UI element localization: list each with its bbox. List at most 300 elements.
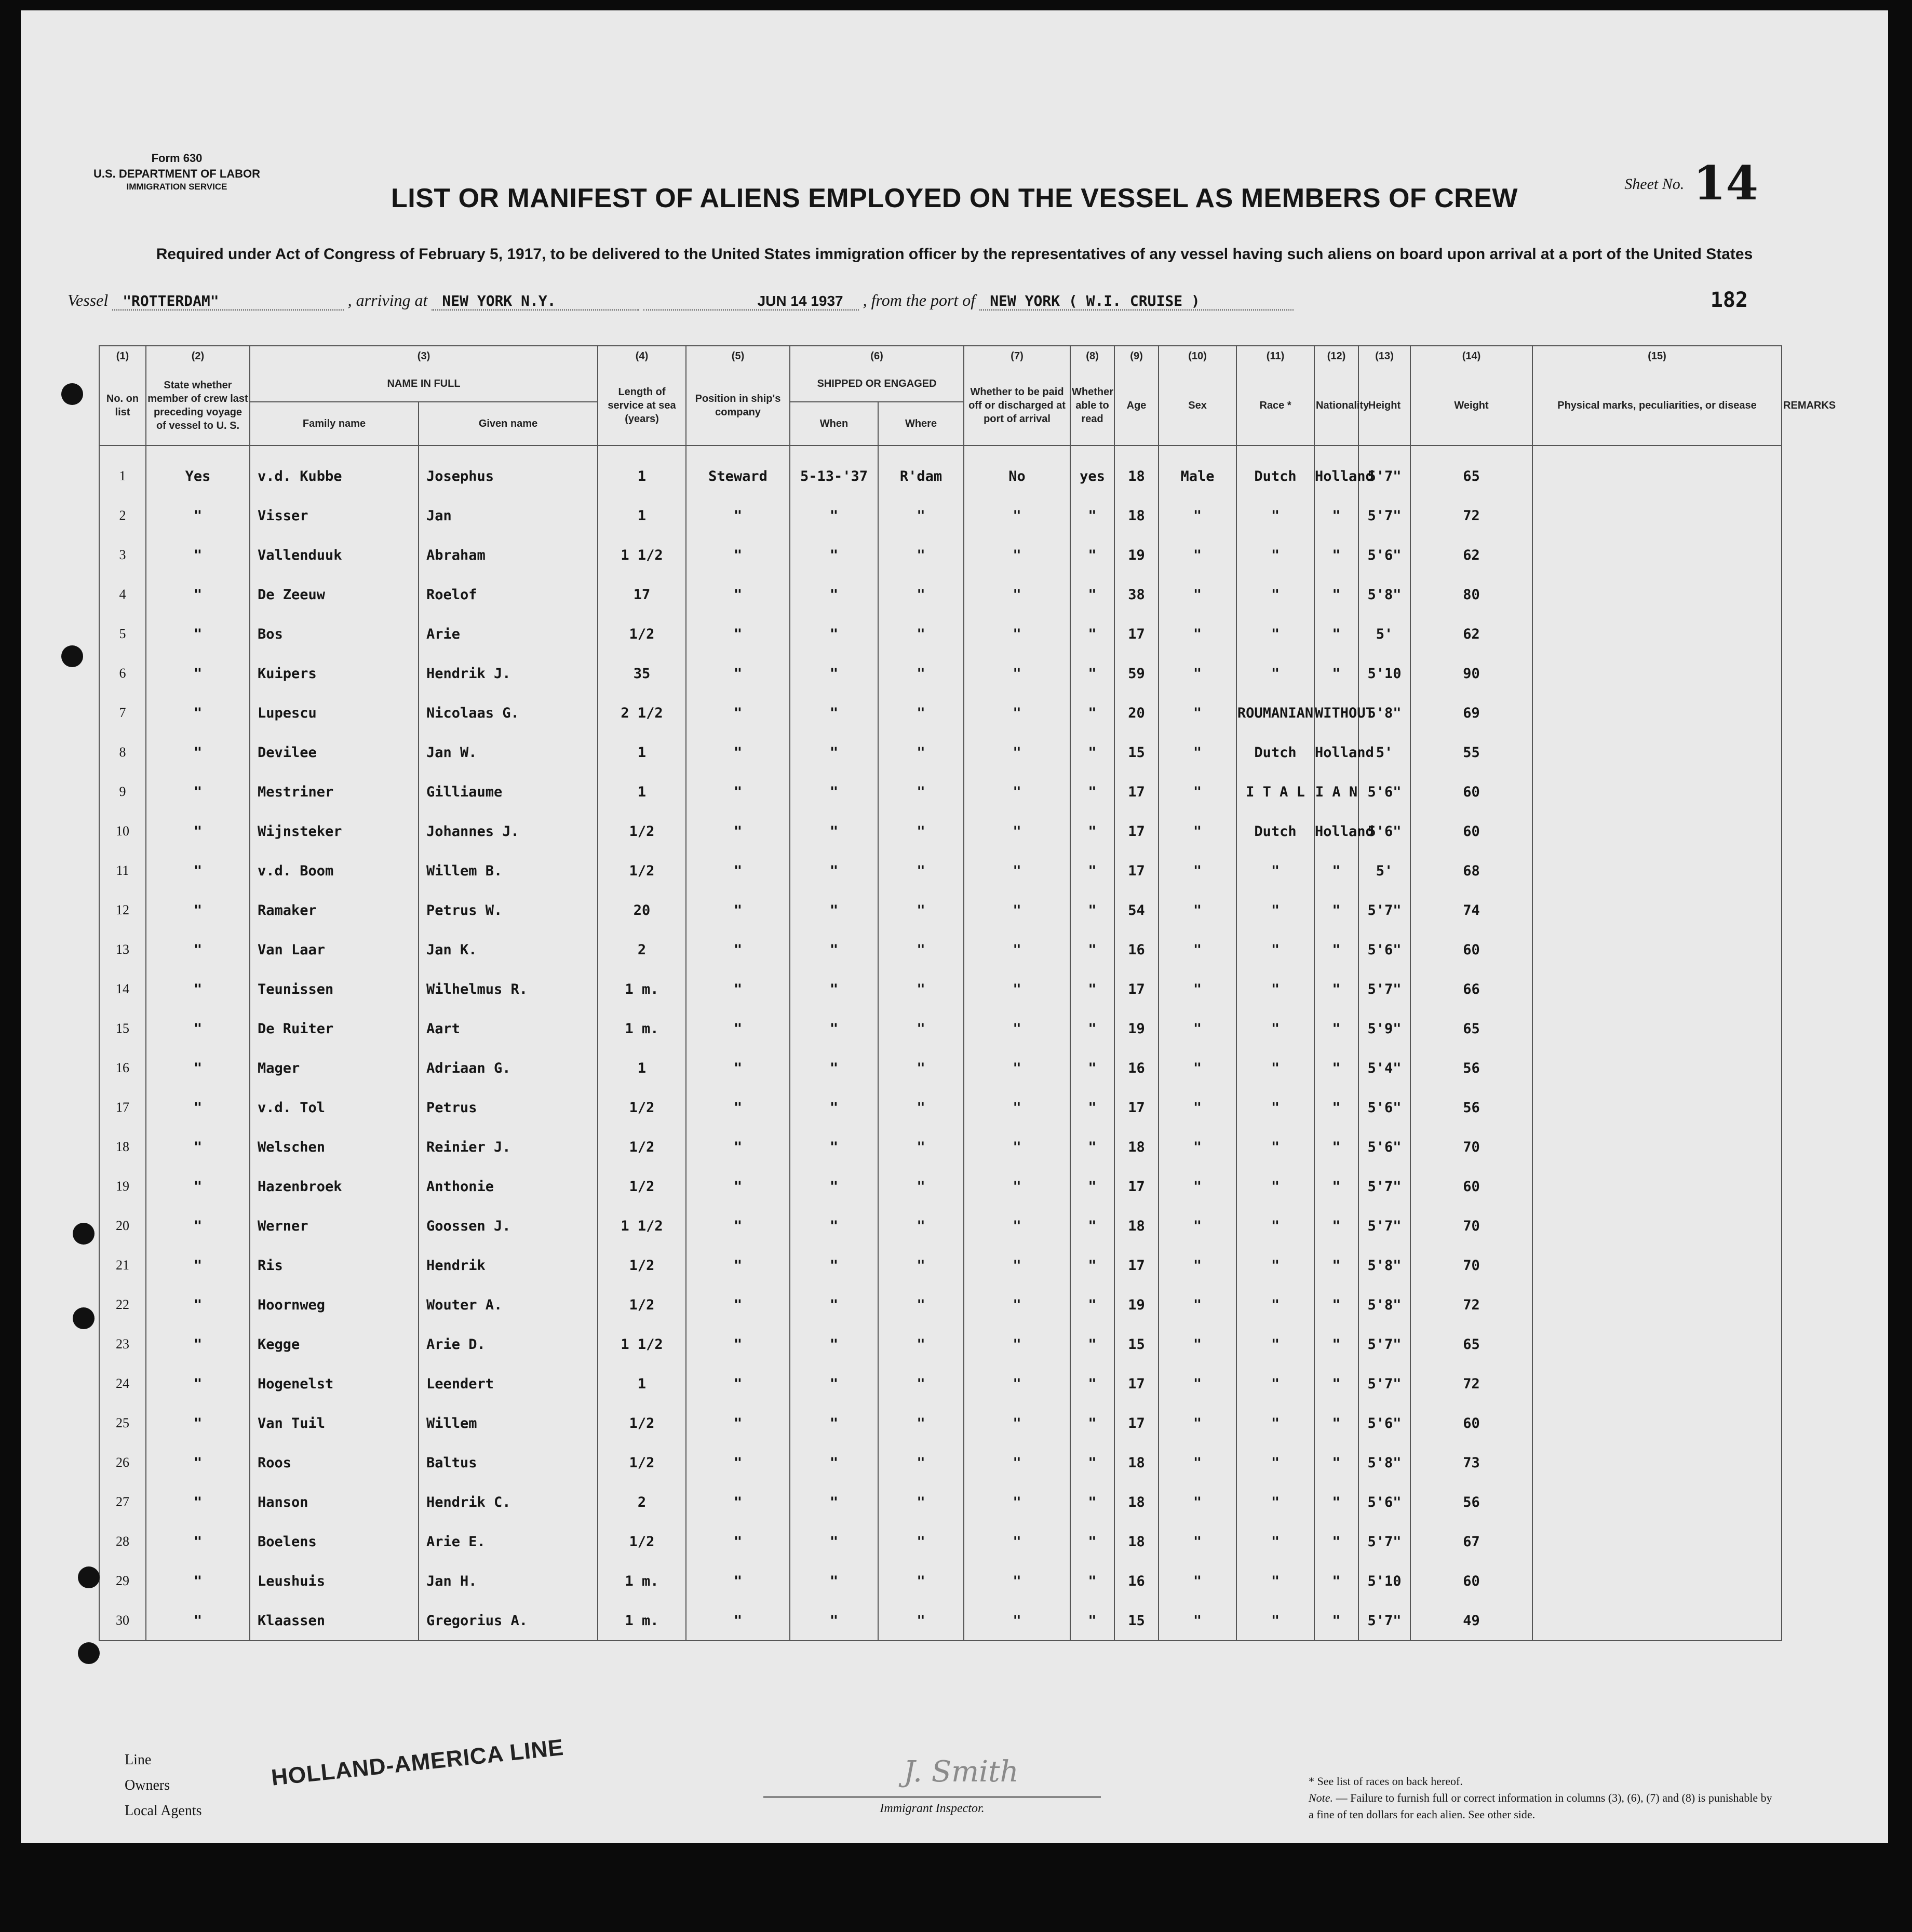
sex-cell: " [1159,1285,1236,1325]
age-cell: 59 [1114,654,1159,693]
where-cell: " [878,1167,964,1206]
where-cell: " [878,1009,964,1048]
last-voyage-cell: " [146,535,250,575]
family-name-cell: Welschen [250,1127,419,1167]
when-cell: " [790,1482,878,1522]
col-no-on-list: No. on list [99,366,146,445]
physical-marks-cell [1532,1443,1782,1482]
service-cell: 35 [598,654,686,693]
read-cell: " [1070,1522,1114,1561]
when-cell: " [790,890,878,930]
service-cell: 1/2 [598,1088,686,1127]
col-num-7: (7) [964,346,1070,366]
position-cell: " [686,535,790,575]
paid-off-cell: " [964,1403,1070,1443]
service-cell: 1 [598,733,686,772]
height-cell: 5'4" [1358,1048,1410,1088]
nationality-cell: " [1314,1167,1358,1206]
last-voyage-cell: " [146,1403,250,1443]
row-number: 3 [99,535,146,575]
col-num-5: (5) [686,346,790,366]
col-num-13: (13) [1358,346,1410,366]
where-cell: " [878,535,964,575]
line-label: Line [125,1752,152,1768]
given-name-cell: Leendert [419,1364,598,1403]
family-name-cell: Visser [250,496,419,535]
when-cell: " [790,654,878,693]
age-cell: 16 [1114,1561,1159,1601]
last-voyage-cell: " [146,693,250,733]
family-name-cell: v.d. Kubbe [250,445,419,496]
nationality-cell: " [1314,1482,1358,1522]
where-cell: " [878,1482,964,1522]
position-cell: " [686,1167,790,1206]
age-cell: 17 [1114,969,1159,1009]
nationality-cell: " [1314,575,1358,614]
age-cell: 19 [1114,1009,1159,1048]
nationality-cell: " [1314,890,1358,930]
service-cell: 1 1/2 [598,1325,686,1364]
when-cell: " [790,772,878,812]
crew-table [99,345,1836,1641]
sex-cell: " [1159,969,1236,1009]
col-race: Race * [1236,366,1314,445]
service-cell: 1/2 [598,851,686,890]
weight-cell: 55 [1410,733,1532,772]
table-row [99,1601,1782,1641]
nationality-cell: Holland [1314,733,1358,772]
paid-off-cell: " [964,1246,1070,1285]
height-cell: 5'7" [1358,1206,1410,1246]
paid-off-cell: " [964,654,1070,693]
table-row [99,496,1782,535]
race-cell: " [1236,496,1314,535]
physical-marks-cell [1532,654,1782,693]
family-name-cell: Hogenelst [250,1364,419,1403]
sheet-number: 14 [1693,156,1758,211]
table-row [99,1048,1782,1088]
when-cell: " [790,496,878,535]
table-row [99,851,1782,890]
col-when: When [790,402,878,445]
physical-marks-cell [1532,693,1782,733]
nationality-cell: " [1314,1009,1358,1048]
given-name-cell: Roelof [419,575,598,614]
row-number: 18 [99,1127,146,1167]
last-voyage-cell: " [146,1206,250,1246]
weight-cell: 60 [1410,930,1532,969]
read-cell: " [1070,1601,1114,1641]
height-cell: 5' [1358,733,1410,772]
from-label: , from the port of [863,291,976,309]
last-voyage-cell: " [146,1601,250,1641]
height-cell: 5' [1358,614,1410,654]
physical-marks-cell [1532,496,1782,535]
family-name-cell: Ramaker [250,890,419,930]
race-cell: " [1236,1325,1314,1364]
table-row [99,1522,1782,1561]
table-row [99,1561,1782,1601]
row-number: 16 [99,1048,146,1088]
row-number: 20 [99,1206,146,1246]
weight-cell: 60 [1410,772,1532,812]
family-name-cell: Werner [250,1206,419,1246]
weight-cell: 65 [1410,445,1532,496]
read-cell: " [1070,654,1114,693]
position-cell: " [686,575,790,614]
row-number: 19 [99,1167,146,1206]
sex-cell: " [1159,1364,1236,1403]
sex-cell: " [1159,851,1236,890]
row-number: 12 [99,890,146,930]
table-row [99,693,1782,733]
where-cell: " [878,890,964,930]
height-cell: 5'7" [1358,1522,1410,1561]
row-number: 17 [99,1088,146,1127]
inspector-label: Immigrant Inspector. [880,1802,985,1815]
service-cell: 1/2 [598,1443,686,1482]
col-num-10: (10) [1159,346,1236,366]
nationality-cell: " [1314,1246,1358,1285]
sex-cell: " [1159,812,1236,851]
physical-marks-cell [1532,445,1782,496]
service-cell: 1 1/2 [598,1206,686,1246]
age-cell: 54 [1114,890,1159,930]
physical-marks-cell [1532,575,1782,614]
race-cell: " [1236,1522,1314,1561]
given-name-cell: Hendrik [419,1246,598,1285]
read-cell: " [1070,890,1114,930]
read-cell: " [1070,969,1114,1009]
sex-cell: " [1159,930,1236,969]
table-row [99,733,1782,772]
where-cell: R'dam [878,445,964,496]
table-row [99,890,1782,930]
where-cell: " [878,654,964,693]
when-cell: " [790,851,878,890]
sex-cell: " [1159,890,1236,930]
weight-cell: 67 [1410,1522,1532,1561]
last-voyage-cell: " [146,1561,250,1601]
table-row [99,535,1782,575]
table-row [99,1246,1782,1285]
nationality-cell: " [1314,1325,1358,1364]
nationality-cell: WITHOUT [1314,693,1358,733]
table-row [99,1482,1782,1522]
service-cell: 1/2 [598,1522,686,1561]
read-cell: " [1070,1048,1114,1088]
where-cell: " [878,1522,964,1561]
race-cell: I T A L [1236,772,1314,812]
given-name-cell: Abraham [419,535,598,575]
weight-cell: 80 [1410,575,1532,614]
when-cell: " [790,1048,878,1088]
position-cell: " [686,733,790,772]
weight-cell: 70 [1410,1127,1532,1167]
physical-marks-cell [1532,1088,1782,1127]
col-num-12: (12) [1314,346,1358,366]
sex-cell: " [1159,1009,1236,1048]
footer-notes [1309,1773,1776,1823]
last-voyage-cell: " [146,1285,250,1325]
given-name-cell: Jan [419,496,598,535]
height-cell: 5'7" [1358,969,1410,1009]
read-cell: " [1070,614,1114,654]
paid-off-cell: " [964,1048,1070,1088]
table-row [99,1088,1782,1127]
height-cell: 5'8" [1358,575,1410,614]
table-row [99,445,1782,496]
table-row [99,654,1782,693]
weight-cell: 60 [1410,1561,1532,1601]
footer-labels [125,1747,202,1823]
service-cell: 17 [598,575,686,614]
given-name-cell: Goossen J. [419,1206,598,1246]
age-cell: 17 [1114,851,1159,890]
table-row [99,1403,1782,1443]
age-cell: 16 [1114,1048,1159,1088]
given-name-cell: Willem B. [419,851,598,890]
punch-hole [73,1307,95,1329]
when-cell: " [790,1443,878,1482]
family-name-cell: Bos [250,614,419,654]
sex-cell: " [1159,1048,1236,1088]
read-cell: " [1070,1009,1114,1048]
height-cell: 5'7" [1358,1167,1410,1206]
age-cell: 19 [1114,535,1159,575]
col-given-name: Given name [419,402,598,445]
given-name-cell: Gregorius A. [419,1601,598,1641]
table-row [99,1325,1782,1364]
physical-marks-cell [1532,1167,1782,1206]
weight-cell: 72 [1410,496,1532,535]
row-number: 29 [99,1561,146,1601]
sex-cell: " [1159,772,1236,812]
age-cell: 19 [1114,1285,1159,1325]
age-cell: 15 [1114,1601,1159,1641]
age-cell: 18 [1114,1482,1159,1522]
position-cell: " [686,1561,790,1601]
row-number: 9 [99,772,146,812]
read-cell: " [1070,1403,1114,1443]
when-cell: " [790,930,878,969]
row-number: 2 [99,496,146,535]
read-cell: " [1070,772,1114,812]
age-cell: 17 [1114,1364,1159,1403]
when-cell: " [790,1364,878,1403]
position-cell: " [686,1482,790,1522]
table-row [99,930,1782,969]
sex-cell: " [1159,1325,1236,1364]
col-nationality: Nationality [1314,366,1358,445]
weight-cell: 62 [1410,535,1532,575]
col-weight: Weight [1410,366,1532,445]
paid-off-cell: " [964,969,1070,1009]
last-voyage-cell: " [146,1127,250,1167]
when-cell: " [790,1285,878,1325]
paid-off-cell: " [964,812,1070,851]
position-cell: " [686,1127,790,1167]
physical-marks-cell [1532,535,1782,575]
service-cell: 1 [598,1364,686,1403]
service-cell: 2 [598,1482,686,1522]
when-cell: " [790,1403,878,1443]
service-cell: 1 m. [598,1561,686,1601]
col-where: Where [878,402,964,445]
race-cell: " [1236,851,1314,890]
physical-marks-cell [1532,930,1782,969]
race-cell: Dutch [1236,812,1314,851]
read-cell: " [1070,575,1114,614]
where-cell: " [878,969,964,1009]
col-height: Height [1358,366,1410,445]
given-name-cell: Petrus W. [419,890,598,930]
paid-off-cell: " [964,575,1070,614]
table-row [99,969,1782,1009]
age-cell: 15 [1114,1325,1159,1364]
when-cell: " [790,812,878,851]
nationality-cell: Holland [1314,445,1358,496]
physical-marks-cell [1532,1325,1782,1364]
row-number: 5 [99,614,146,654]
where-cell: " [878,812,964,851]
family-name-cell: De Ruiter [250,1009,419,1048]
table-row [99,772,1782,812]
position-cell: " [686,1009,790,1048]
col-num-3: (3) [250,346,598,366]
position-cell: " [686,930,790,969]
where-cell: " [878,1443,964,1482]
race-cell: " [1236,1601,1314,1641]
position-cell: " [686,1088,790,1127]
service-cell: 1 m. [598,969,686,1009]
department-name: U.S. DEPARTMENT OF LABOR [93,167,261,180]
sex-cell: " [1159,1127,1236,1167]
race-cell: " [1236,1364,1314,1403]
given-name-cell: Anthonie [419,1167,598,1206]
paid-off-cell: " [964,1088,1070,1127]
row-number: 27 [99,1482,146,1522]
weight-cell: 62 [1410,614,1532,654]
last-voyage-cell: " [146,1048,250,1088]
row-number: 8 [99,733,146,772]
table-row [99,1009,1782,1048]
paid-off-cell: " [964,1127,1070,1167]
height-cell: 5'6" [1358,1482,1410,1522]
nationality-cell: " [1314,851,1358,890]
note-text: — Failure to furnish full or correct information in columns (3), (6), (7) and (8) is punishable by a fine of ten dollars for each alien. See other side. [1309,1791,1772,1821]
read-cell: " [1070,1443,1114,1482]
col-num-2: (2) [146,346,250,366]
read-cell: " [1070,1088,1114,1127]
position-cell: " [686,1048,790,1088]
col-num-1: (1) [99,346,146,366]
where-cell: " [878,1325,964,1364]
age-cell: 18 [1114,1127,1159,1167]
sex-cell: " [1159,1522,1236,1561]
physical-marks-cell [1532,733,1782,772]
physical-marks-cell [1532,1364,1782,1403]
row-number: 21 [99,1246,146,1285]
col-name-in-full: NAME IN FULL [250,366,598,402]
row-number: 13 [99,930,146,969]
where-cell: " [878,772,964,812]
read-cell: " [1070,496,1114,535]
race-cell: " [1236,1443,1314,1482]
age-cell: 20 [1114,693,1159,733]
height-cell: 5'10 [1358,654,1410,693]
crew-table-body [99,445,1782,1641]
position-cell: " [686,496,790,535]
height-cell: 5'9" [1358,1009,1410,1048]
row-number: 30 [99,1601,146,1641]
where-cell: " [878,693,964,733]
read-cell: yes [1070,445,1114,496]
when-cell: " [790,1325,878,1364]
row-number: 14 [99,969,146,1009]
given-name-cell: Gilliaume [419,772,598,812]
sex-cell: " [1159,1403,1236,1443]
given-name-cell: Willem [419,1403,598,1443]
given-name-cell: Petrus [419,1088,598,1127]
race-cell: " [1236,1048,1314,1088]
last-voyage-cell: " [146,496,250,535]
physical-marks-cell [1532,969,1782,1009]
sex-cell: " [1159,1246,1236,1285]
family-name-cell: Van Laar [250,930,419,969]
height-cell: 5'10 [1358,1561,1410,1601]
height-cell: 5'7" [1358,1601,1410,1641]
race-cell: Dutch [1236,445,1314,496]
paid-off-cell: " [964,890,1070,930]
position-cell: " [686,969,790,1009]
paid-off-cell: " [964,1561,1070,1601]
weight-cell: 60 [1410,1403,1532,1443]
nationality-cell: " [1314,1127,1358,1167]
age-cell: 18 [1114,1206,1159,1246]
col-num-8: (8) [1070,346,1114,366]
position-cell: " [686,1206,790,1246]
where-cell: " [878,1561,964,1601]
row-number: 25 [99,1403,146,1443]
paid-off-cell: " [964,1206,1070,1246]
physical-marks-cell [1532,1285,1782,1325]
given-name-cell: Josephus [419,445,598,496]
family-name-cell: Lupescu [250,693,419,733]
position-cell: " [686,772,790,812]
age-cell: 17 [1114,1246,1159,1285]
family-name-cell: Ris [250,1246,419,1285]
col-length-service: Length of service at sea (years) [598,366,686,445]
service-cell: 1/2 [598,812,686,851]
service-cell: 1/2 [598,1246,686,1285]
col-last-voyage: State whether member of crew last preceding voyage of vessel to U. S. [146,366,250,445]
sex-cell: " [1159,1088,1236,1127]
page-subtitle: Required under Act of Congress of February 5, 1917, to be delivered to the United States immigration officer by the representatives of any vessel having such aliens on board upon arrival at a port of the United States [156,246,1753,263]
physical-marks-cell [1532,1561,1782,1601]
height-cell: 5'8" [1358,1246,1410,1285]
when-cell: " [790,733,878,772]
col-paid-off: Whether to be paid off or discharged at port of arrival [964,366,1070,445]
physical-marks-cell [1532,1127,1782,1167]
service-cell: 1 [598,445,686,496]
age-cell: 17 [1114,812,1159,851]
position-cell: " [686,614,790,654]
given-name-cell: Arie [419,614,598,654]
column-number-row [99,346,1782,366]
position-cell: " [686,1443,790,1482]
nationality-cell: I A N [1314,772,1358,812]
